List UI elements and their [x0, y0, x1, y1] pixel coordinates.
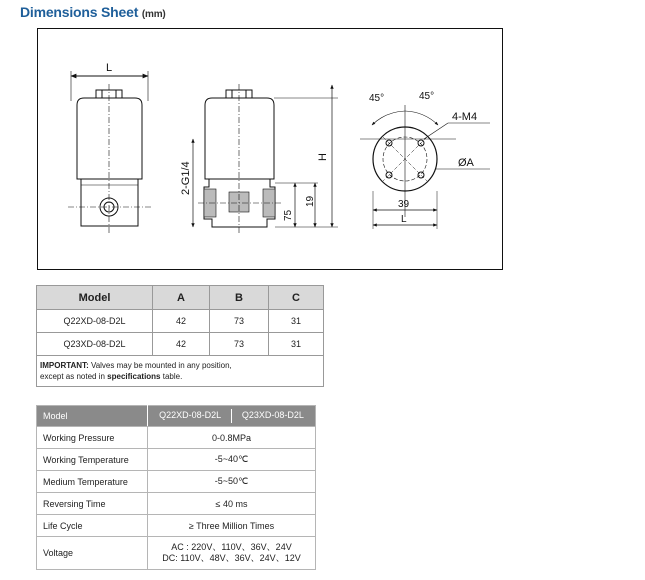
header-b: B	[210, 286, 269, 310]
table-row	[37, 493, 316, 515]
front-view	[68, 71, 152, 234]
note-text-1: Valves may be mounted in any position,	[88, 361, 232, 370]
cell-model: Q22XD-08-D2L	[37, 310, 153, 333]
front-coil	[77, 98, 142, 179]
note-bold: specifications	[107, 372, 161, 381]
title-main: Dimensions Sheet	[20, 4, 139, 20]
spec-value: ≥ Three Million Times	[148, 515, 316, 537]
note-text-3: table.	[160, 372, 183, 381]
spec-label: Medium Temperature	[37, 471, 148, 493]
table-row	[37, 449, 316, 471]
spec-header-model-1: Q22XD-08-D2L	[159, 410, 222, 421]
spec-header-label: Model	[37, 406, 148, 427]
cell-c: 31	[269, 310, 324, 333]
table-row	[37, 471, 316, 493]
spec-value: ≤ 40 ms	[148, 493, 316, 515]
spec-header-models	[148, 406, 316, 427]
dimension-drawing	[37, 28, 503, 270]
spec-header-model-2: Q23XD-08-D2L	[241, 410, 304, 421]
dim-19-label: 19	[305, 195, 316, 207]
spec-label: Life Cycle	[37, 515, 148, 537]
angle-right-label: 45°	[419, 91, 435, 102]
diameter-label: ØA	[458, 157, 474, 169]
angle-left-label: 45°	[369, 93, 385, 104]
thread-label: 4-M4	[452, 111, 478, 123]
spec-label: Working Pressure	[37, 427, 148, 449]
spec-table	[36, 405, 316, 570]
top-hole-3	[386, 172, 392, 178]
table-row	[37, 515, 316, 537]
cell-b: 73	[210, 333, 269, 356]
technical-drawing-svg	[38, 29, 501, 268]
table-row	[37, 310, 324, 333]
voltage-label: Voltage	[37, 537, 148, 570]
header-a: A	[153, 286, 210, 310]
side-port-label: 2-G1/4	[180, 161, 192, 195]
dim-h-label: H	[317, 153, 329, 161]
spec-table-header	[37, 406, 316, 427]
table-row	[37, 427, 316, 449]
important-note	[37, 356, 324, 387]
cell-a: 42	[153, 333, 210, 356]
dim-l-top-label: L	[401, 214, 407, 225]
table-note-row	[37, 356, 324, 387]
cell-model: Q23XD-08-D2L	[37, 333, 153, 356]
note-text-2: except as noted in	[40, 372, 108, 381]
voltage-ac: AC : 220V、110V、36V、24V	[171, 542, 292, 552]
spec-label: Working Temperature	[37, 449, 148, 471]
dimensions-table-header	[37, 286, 324, 310]
spec-value: -5~40℃	[148, 449, 316, 471]
voltage-values	[148, 537, 316, 570]
spec-value: 0-0.8MPa	[148, 427, 316, 449]
table-row-voltage	[37, 537, 316, 570]
cell-c: 31	[269, 333, 324, 356]
page-title	[20, 4, 166, 20]
side-coil	[205, 98, 274, 179]
cell-b: 73	[210, 310, 269, 333]
dimensions-table	[36, 285, 324, 387]
cell-a: 42	[153, 310, 210, 333]
header-c: C	[269, 286, 324, 310]
spec-value: -5~50℃	[148, 471, 316, 493]
table-row	[37, 333, 324, 356]
dim-75-label: 75	[283, 209, 294, 221]
front-dim-l-label: L	[106, 62, 113, 74]
voltage-dc: DC: 110V、48V、36V、24V、12V	[162, 553, 301, 563]
title-unit: (mm)	[141, 9, 166, 20]
top-hole-4	[418, 172, 424, 178]
spec-label: Reversing Time	[37, 493, 148, 515]
note-label: IMPORTANT:	[40, 361, 89, 370]
dim-39-label: 39	[398, 199, 410, 210]
header-model: Model	[37, 286, 153, 310]
